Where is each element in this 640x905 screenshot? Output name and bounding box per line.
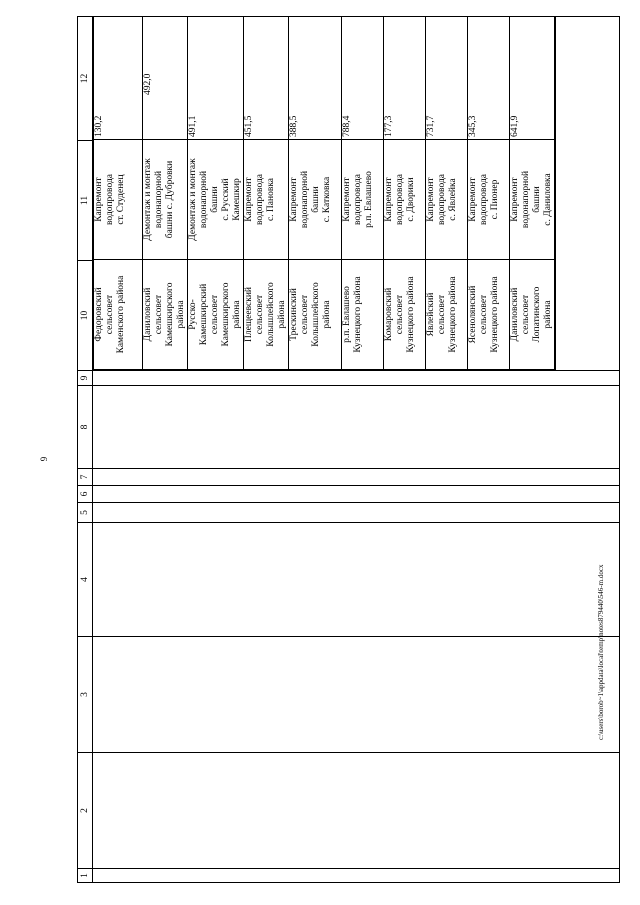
page-number: 9	[39, 456, 49, 462]
work-description-cell	[143, 140, 188, 260]
amount-cell	[244, 17, 289, 140]
body-cell-3	[93, 637, 620, 753]
municipality-cell	[384, 260, 426, 370]
cell-text: р.п. Евлашево Кузнецкого района	[342, 276, 363, 353]
body-cell-2	[93, 753, 620, 869]
header-cell-11: 11	[78, 141, 93, 261]
cell-text: Капремонт водонапорной башни с. Даниловка	[510, 170, 553, 229]
cell-text: Трескинский сельсовет Колышлейского района	[289, 282, 332, 347]
empty-cell	[555, 260, 556, 370]
amount-value: 731,7	[426, 115, 436, 137]
amount-cell	[289, 17, 342, 140]
header-cell-5: 5	[78, 503, 93, 523]
cell-text: Федоровский сельсовет Каменского района	[94, 275, 126, 354]
header-cell-3: 3	[78, 637, 93, 753]
cell-text: Ясенолянский сельсовет Кузнецкого района	[468, 276, 500, 353]
work-description-cell	[244, 140, 289, 260]
body-cell-6	[93, 486, 620, 503]
work-description-cell	[94, 140, 143, 260]
header-cell-2: 2	[78, 753, 93, 869]
table-row	[244, 17, 289, 370]
table-row	[289, 17, 342, 370]
amount-cell	[94, 17, 143, 140]
table-row	[468, 17, 510, 370]
cell-text: Капремонт водопровода с. Дворики	[384, 174, 416, 226]
amount-cell	[384, 17, 426, 140]
body-cell-9	[93, 371, 620, 386]
municipality-cell	[188, 260, 244, 370]
cell-text: Капремонт водопровода с. Пановка	[244, 174, 276, 226]
table-header-row	[78, 17, 93, 883]
amount-cell	[468, 17, 510, 140]
municipality-cell	[342, 260, 384, 370]
header-cell-12: 12	[78, 17, 93, 141]
file-path-text: c:\users\borob~1\appdata\local\temp\notes879440\546-m.docx	[597, 564, 605, 740]
table-row	[94, 17, 143, 370]
table-row	[426, 17, 468, 370]
amount-value: 451,5	[244, 115, 254, 137]
amount-value: 641,9	[510, 115, 520, 137]
amount-cell	[342, 17, 384, 140]
municipality-cell	[143, 260, 188, 370]
table-row	[188, 17, 244, 370]
body-cell-8	[93, 386, 620, 469]
table-body-row	[93, 17, 620, 883]
header-cell-10: 10	[78, 261, 93, 371]
work-description-cell	[188, 140, 244, 260]
header-cell-9: 9	[78, 371, 93, 386]
municipality-cell	[510, 260, 555, 370]
empty-cell	[555, 17, 556, 140]
work-description-cell	[468, 140, 510, 260]
municipality-cell	[244, 260, 289, 370]
work-description-cell	[289, 140, 342, 260]
amount-cell	[188, 17, 244, 140]
municipality-cell	[468, 260, 510, 370]
empty-cell	[555, 140, 556, 260]
municipality-cell	[289, 260, 342, 370]
header-cell-1: 1	[78, 869, 93, 883]
body-cell-7	[93, 469, 620, 486]
amount-value: 491,1	[188, 115, 198, 137]
table-row-filler	[555, 17, 556, 370]
body-cell-4	[93, 523, 620, 637]
cell-text: Демонтаж и монтаж водонапорной башни с. Русский Камешкир	[188, 158, 242, 241]
work-description-cell	[426, 140, 468, 260]
table-row	[342, 17, 384, 370]
records-block	[93, 17, 620, 371]
amount-value: 177,3	[384, 115, 394, 137]
records-table	[93, 17, 556, 371]
municipality-cell	[94, 260, 143, 370]
table-row	[384, 17, 426, 370]
table-row	[510, 17, 555, 370]
header-cell-8: 8	[78, 386, 93, 469]
work-description-cell	[510, 140, 555, 260]
table-row	[143, 17, 188, 370]
work-description-cell	[384, 140, 426, 260]
amount-cell	[426, 17, 468, 140]
cell-text: Капремонт водопровода с. Пионер	[468, 174, 500, 226]
cell-text: Даниловский сельсовет Камешкирского района	[143, 282, 186, 347]
cell-text: Демонтаж и монтаж водонапорной башни с. Дубровки	[143, 158, 175, 241]
cell-text: Комаровский сельсовет Кузнецкого района	[384, 276, 416, 353]
cell-text: Капремонт водопровода р.п. Евлашево	[342, 171, 374, 228]
header-cell-7: 7	[78, 469, 93, 486]
amount-value: 345,3	[468, 115, 478, 137]
cell-text: Плещеевский сельсовет Колышлейского района	[244, 282, 287, 347]
amount-value: 130,2	[94, 115, 104, 137]
body-cell-1	[93, 869, 620, 883]
rotated-table-container	[77, 17, 586, 883]
data-table	[77, 16, 620, 883]
amount-cell	[143, 17, 188, 140]
cell-text: Капремонт водопровода ст. Студенец	[94, 174, 126, 226]
header-cell-6: 6	[78, 486, 93, 503]
cell-text: Явлейский сельсовет Кузнецкого района	[426, 276, 458, 353]
amount-cell	[510, 17, 555, 140]
amount-value: 388,5	[289, 115, 299, 137]
cell-text: Капремонт водопровода с. Явлейка	[426, 174, 458, 226]
amount-value: 492,0	[143, 73, 153, 95]
cell-text: Даниловский сельсовет Лопатинского района	[510, 286, 553, 343]
work-description-cell	[342, 140, 384, 260]
header-cell-4: 4	[78, 523, 93, 637]
body-cell-5	[93, 503, 620, 523]
amount-value: 788,4	[342, 115, 352, 137]
municipality-cell	[426, 260, 468, 370]
document-sheet	[77, 17, 586, 883]
cell-text: Русско- Камешкирский сельсовет Камешкирского района	[188, 282, 242, 347]
cell-text: Капремонт водонапорной башни с. Катковка	[289, 170, 332, 229]
